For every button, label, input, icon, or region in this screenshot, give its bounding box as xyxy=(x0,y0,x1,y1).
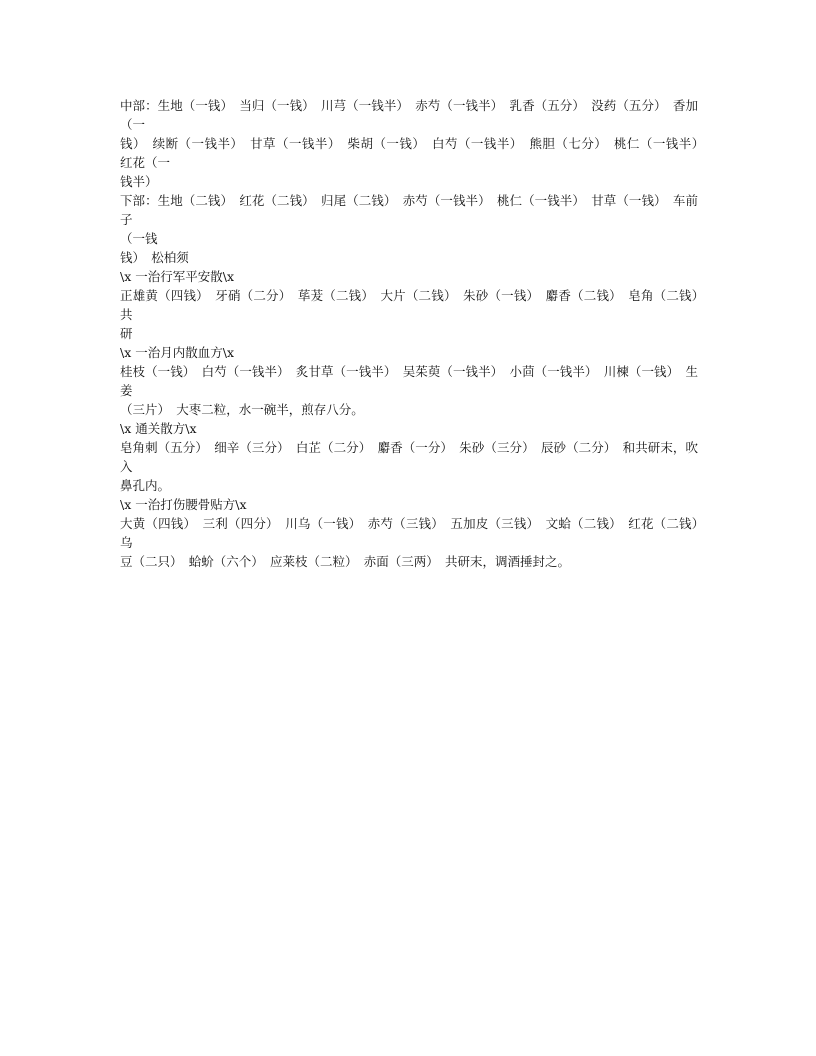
text-line: 正雄黄（四钱） 牙硝（二分） 荜茇（二钱） 大片（二钱） 朱砂（一钱） 麝香（二钱） 皂角（二钱） 共 xyxy=(120,288,711,322)
text-line: （一钱 xyxy=(120,231,158,246)
text-line: 大黄（四钱） 三利（四分） 川乌（一钱） 赤芍（三钱） 五加皮（三钱） 文蛤（二钱） 红花（二钱） 乌 xyxy=(120,516,711,550)
text-line: 钱半） xyxy=(120,174,158,189)
document-body xyxy=(120,96,711,571)
text-line: 桂枝（一钱） 白芍（一钱半） 炙甘草（一钱半） 吴茱萸（一钱半） 小茴（一钱半） 川楝（一钱） 生姜 xyxy=(120,364,698,398)
section-heading: \x 通关散方\x xyxy=(120,421,197,436)
text-line: 皂角刺（五分） 细辛（三分） 白芷（二分） 麝香（一分） 朱砂（三分） 辰砂（二分） 和共研末，吹入 xyxy=(120,440,698,474)
section-heading: \x 一治月内散血方\x xyxy=(120,345,234,360)
text-line: 钱） 松柏须 xyxy=(120,250,189,265)
text-line: 钱） 续断（一钱半） 甘草（一钱半） 柴胡（一钱） 白芍（一钱半） 熊胆（七分） 桃仁（一钱半） 红花（一 xyxy=(120,136,711,170)
text-line: （三片） 大枣二粒，水一碗半，煎存八分。 xyxy=(120,402,364,417)
text-line: 鼻孔内。 xyxy=(120,478,171,493)
section-heading: \x 一治行军平安散\x xyxy=(120,269,234,284)
text-line: 中部：生地（一钱） 当归（一钱） 川芎（一钱半） 赤芍（一钱半） 乳香（五分） 没药（五分） 香加（一 xyxy=(120,98,698,132)
text-line: 下部：生地（二钱） 红花（二钱） 归尾（二钱） 赤芍（一钱半） 桃仁（一钱半） 甘草（一钱） 车前子 xyxy=(120,193,698,227)
text-line: 豆（二只） 蛤蚧（六个） 应莱枝（二粒） 赤面（三两） 共研末，调酒捶封之。 xyxy=(120,554,571,569)
text-line: 研 xyxy=(120,326,133,341)
section-heading: \x 一治打伤腰骨贴方\x xyxy=(120,497,247,512)
